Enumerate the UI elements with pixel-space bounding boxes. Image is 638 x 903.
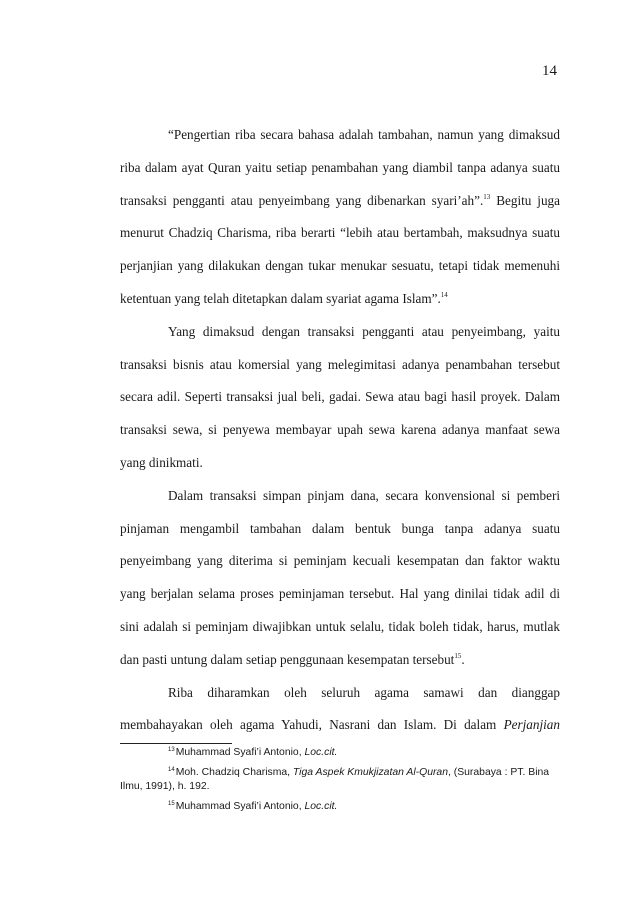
footnote-reference: 15 bbox=[454, 651, 462, 660]
text-line bbox=[120, 513, 560, 546]
paragraph bbox=[120, 480, 560, 677]
text-run: Muhammad Syafi’i Antonio, bbox=[175, 747, 305, 758]
paragraph bbox=[120, 677, 560, 743]
text-line bbox=[120, 217, 560, 250]
text-run: ketentuan yang telah ditetapkan dalam syariat agama Islam”. bbox=[120, 290, 441, 306]
text-line bbox=[120, 644, 560, 677]
footnote-reference: 13 bbox=[168, 747, 175, 753]
text-line bbox=[120, 119, 560, 152]
italic-text: Perjanjian bbox=[503, 717, 560, 733]
text-line bbox=[120, 316, 560, 349]
footnote bbox=[120, 800, 560, 813]
text-run: menurut Chadziq Charisma, riba berarti “lebih atau bertambah, maksudnya suatu bbox=[120, 225, 560, 241]
text-line bbox=[120, 152, 560, 185]
text-run: transaksi bisnis atau komersial yang melegimitasi adanya penambahan tersebut bbox=[120, 356, 560, 372]
text-run: riba dalam ayat Quran yaitu setiap penambahan yang diambil tanpa adanya suatu bbox=[120, 159, 560, 175]
text-line bbox=[120, 283, 560, 316]
text-run: perjanjian yang dilakukan dengan tukar menukar sesuatu, tetapi tidak memenuhi bbox=[120, 258, 560, 274]
text-run: Moh. Chadziq Charisma, bbox=[175, 767, 293, 779]
text-line bbox=[120, 578, 560, 611]
footnote-reference: 15 bbox=[168, 801, 175, 808]
text-line bbox=[120, 480, 560, 513]
body-text bbox=[120, 119, 560, 742]
text-run: yang dinikmati. bbox=[120, 454, 203, 470]
text-run: secara adil. Seperti transaksi jual beli, gadai. Sewa atau bagi hasil proyek. Dalam bbox=[120, 389, 560, 405]
text-run: transaksi pengganti atau penyeimbang yang dibenarkan syari’ah”. bbox=[120, 192, 484, 208]
text-line bbox=[120, 381, 560, 414]
footnote-reference: 13 bbox=[483, 192, 491, 201]
text-line bbox=[120, 709, 560, 742]
footnote-reference: 14 bbox=[168, 767, 175, 774]
text-line bbox=[120, 250, 560, 283]
text-run: pinjaman mengambil tambahan dalam bentuk bunga tanpa adanya suatu bbox=[120, 520, 560, 536]
text-line bbox=[120, 677, 560, 710]
text-line bbox=[120, 349, 560, 382]
paragraph bbox=[120, 316, 560, 480]
paragraph bbox=[120, 119, 560, 316]
text-run: Begitu juga bbox=[490, 192, 560, 208]
text-run: yang berjalan selama proses peminjaman tersebut. Hal yang dinilai tidak adil di bbox=[120, 586, 560, 602]
text-line bbox=[120, 185, 560, 218]
text-run: sini adalah si peminjam diwajibkan untuk selalu, tidak boleh tidak, harus, mutlak bbox=[120, 618, 560, 634]
text-run: Muhammad Syafi’i Antonio, bbox=[175, 801, 305, 813]
text-run: dan pasti untung dalam setiap penggunaan kesempatan tersebut bbox=[120, 651, 455, 667]
text-run: membahayakan oleh agama Yahudi, Nasrani dan Islam. Di dalam bbox=[120, 717, 504, 733]
text-line bbox=[120, 545, 560, 578]
text-run: “Pengertian riba secara bahasa adalah tambahan, namun yang dimaksud bbox=[168, 127, 560, 142]
footnote-divider bbox=[120, 743, 232, 744]
text-line bbox=[120, 611, 560, 644]
text-line bbox=[120, 447, 560, 480]
text-run: Dalam transaksi simpan pinjam dana, secara konvensional si pemberi bbox=[168, 487, 560, 503]
italic-text: Tiga Aspek Kmukjizatan Al-Quran bbox=[292, 767, 448, 779]
text-run: Yang dimaksud dengan transaksi pengganti atau penyeimbang, yaitu bbox=[168, 323, 560, 339]
text-run: . bbox=[461, 651, 465, 667]
page-number: 14 bbox=[542, 63, 557, 79]
footnote-reference: 14 bbox=[440, 290, 448, 299]
text-line bbox=[120, 414, 560, 447]
text-run: transaksi sewa, si penyewa membayar upah sewa karena adanya manfaat sewa bbox=[120, 422, 560, 438]
footnote bbox=[120, 766, 560, 793]
footnote bbox=[120, 746, 560, 759]
text-run: penyeimbang yang diterima si peminjam kecuali kesempatan dan faktor waktu bbox=[120, 553, 560, 569]
text-run: Riba diharamkan oleh seluruh agama samawi dan dianggap bbox=[168, 684, 560, 700]
text-run: , (Surabaya : PT. Bina Ilmu, 1991), h. 192. bbox=[120, 767, 550, 792]
italic-text: Loc.cit. bbox=[304, 747, 338, 758]
footnotes bbox=[120, 746, 560, 821]
italic-text: Loc.cit. bbox=[304, 801, 338, 813]
